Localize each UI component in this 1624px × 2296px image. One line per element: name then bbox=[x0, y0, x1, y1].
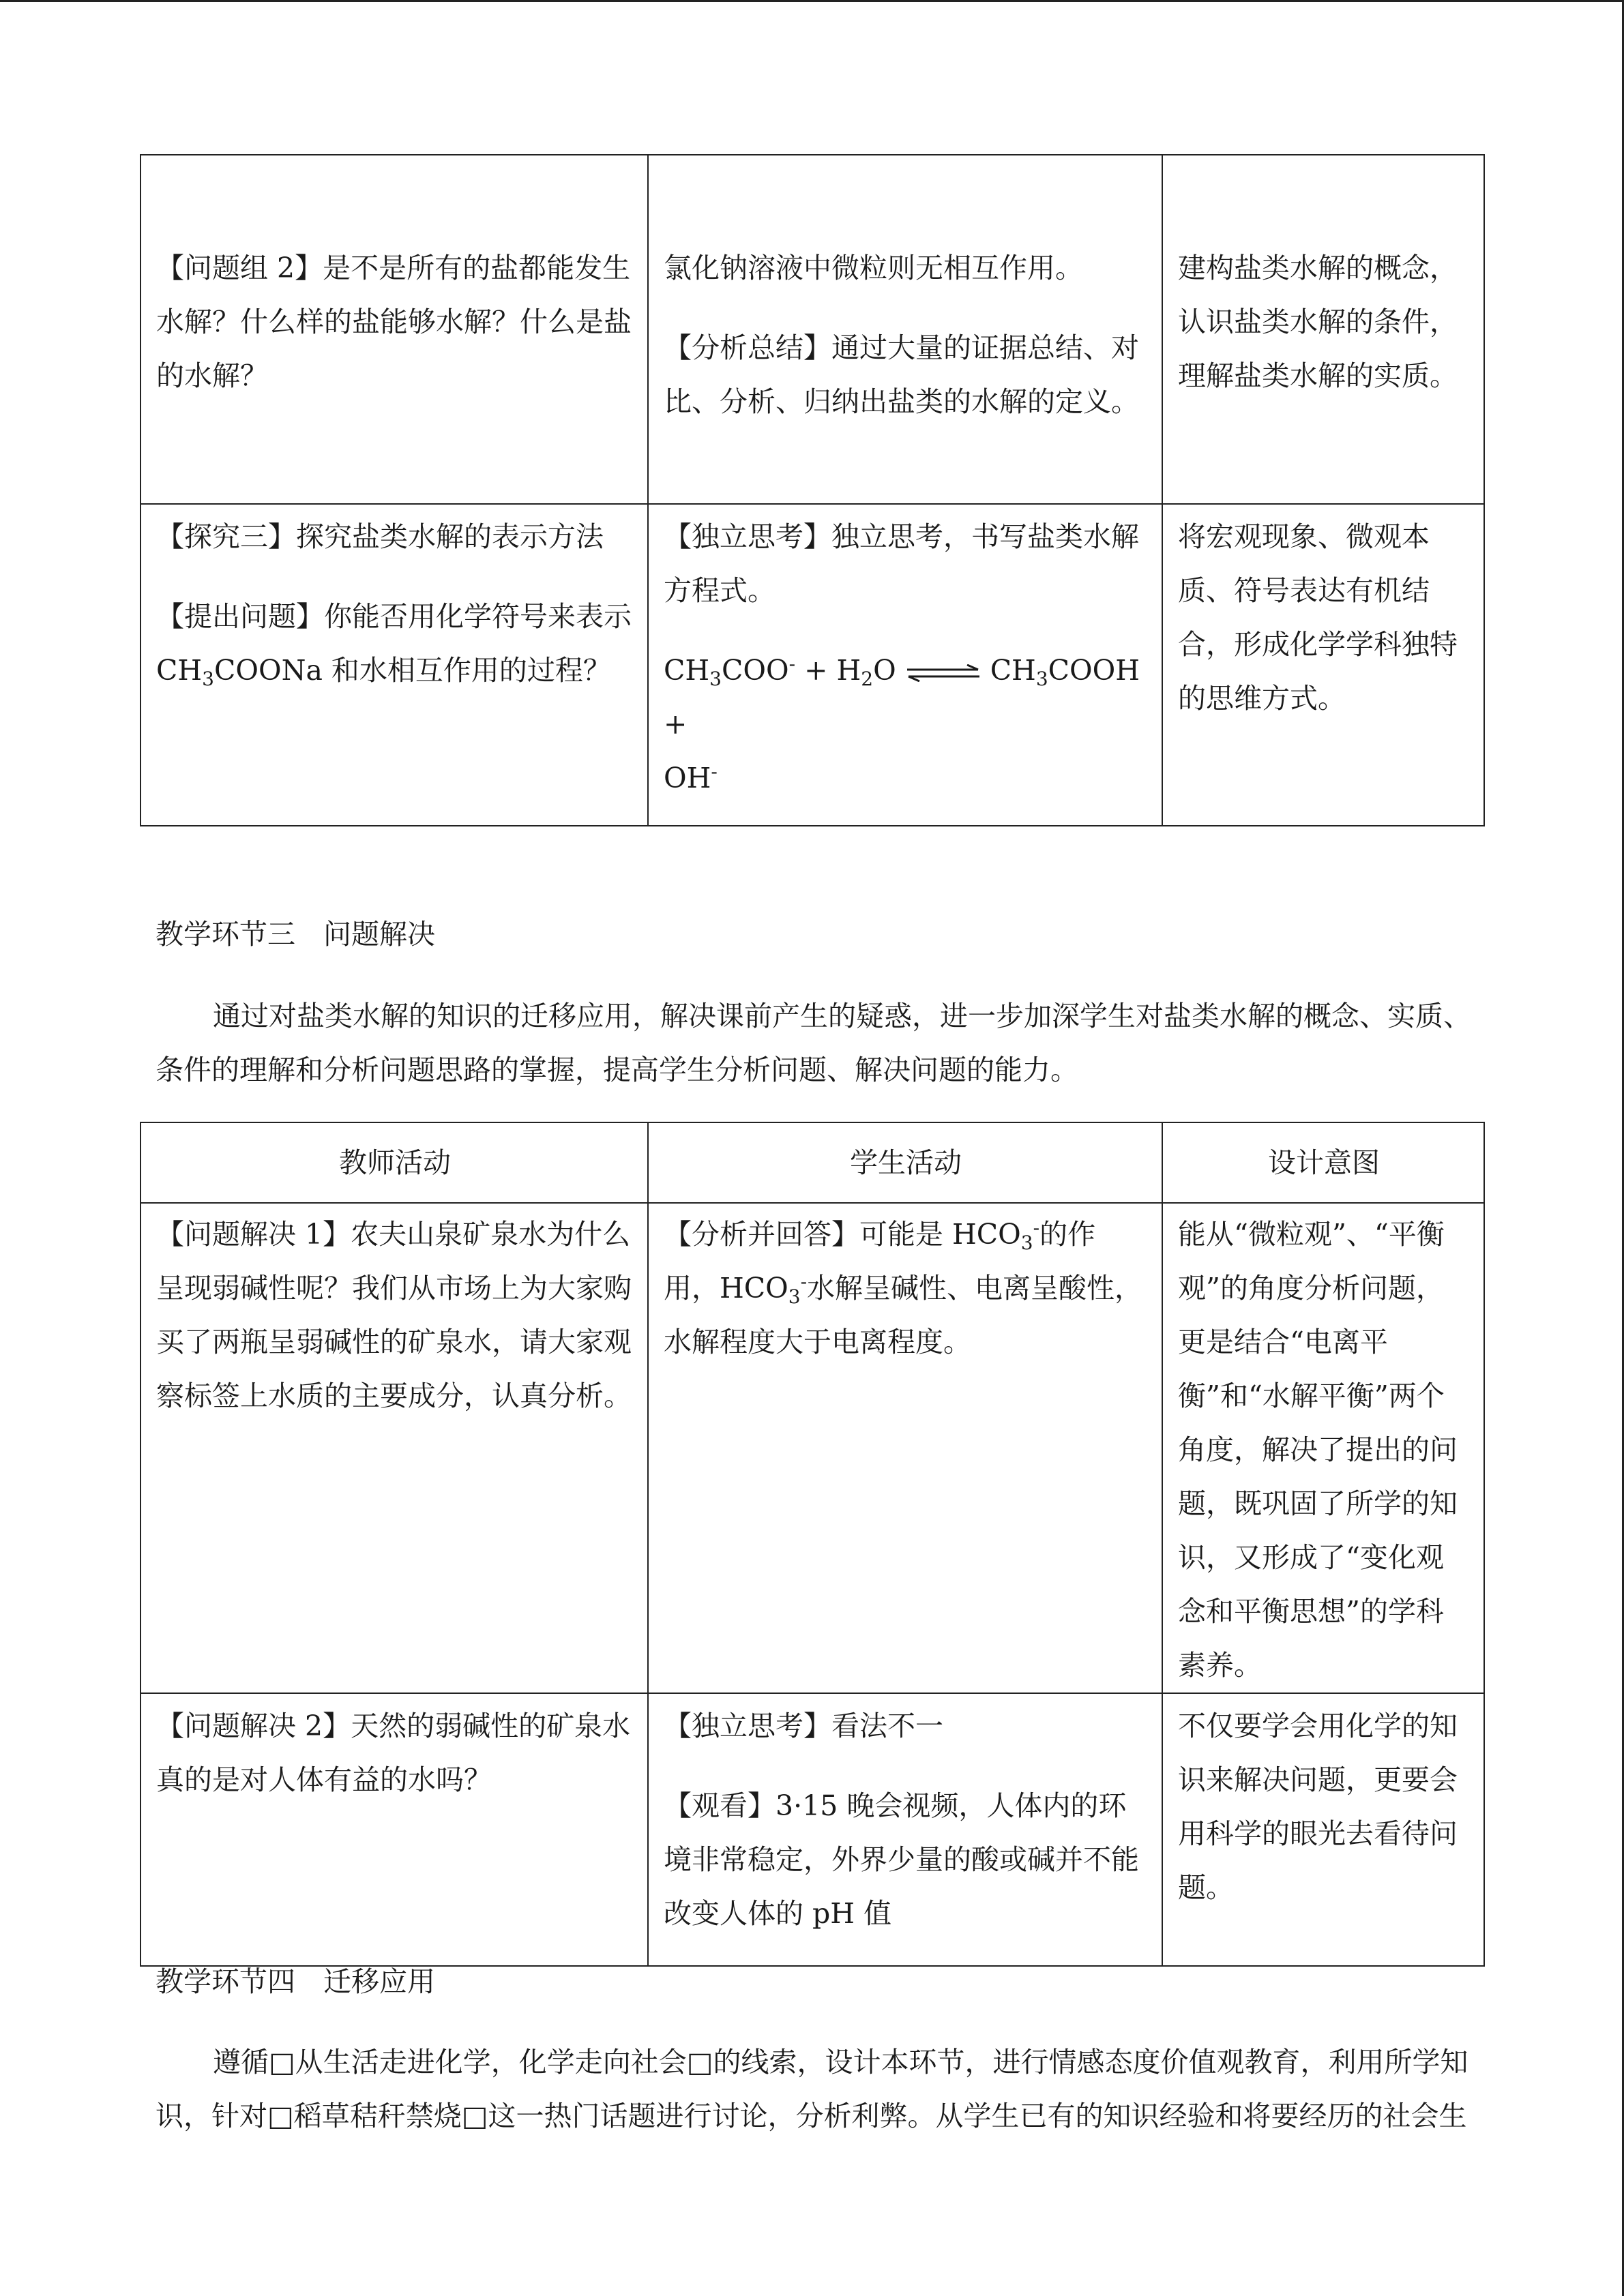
design-intent-text: 能从“微粒观”、“平衡观”的角度分析问题，更是结合“电离平衡”和“水解平衡”两个角度，解决了提出的问题，既巩固了所学的知识，又形成了“变化观念和平衡思想”的学科素养。 bbox=[1178, 1218, 1458, 1682]
student-activity-text: 【独立思考】看法不一 bbox=[664, 1710, 943, 1742]
design-intent-cell bbox=[1162, 155, 1484, 504]
teacher-activity-text: 【问题组 2】是不是所有的盐都能发生水解？什么样的盐能够水解？什么是盐的水解？ bbox=[156, 252, 632, 392]
teacher-activity-cell bbox=[141, 1203, 648, 1693]
column-header-student: 学生活动 bbox=[648, 1122, 1162, 1203]
student-activity-text: 【观看】3·15 晚会视频，人体内的环境非常稳定，外界少量的酸或碱并不能改变人体的 pH 值 bbox=[664, 1789, 1139, 1930]
teacher-activity-cell bbox=[141, 1693, 648, 1966]
design-intent-cell bbox=[1162, 1203, 1484, 1693]
section-paragraph: 通过对盐类水解的知识的迁移应用，解决课前产生的疑惑，进一步加深学生对盐类水解的概念、实质、条件的理解和分析问题思路的掌握，提高学生分析问题、解决问题的能力。 bbox=[156, 1000, 1471, 1086]
design-intent-text: 建构盐类水解的概念，认识盐类水解的条件，理解盐类水解的实质。 bbox=[1178, 252, 1458, 392]
table-row bbox=[141, 1203, 1484, 1693]
column-header-teacher: 教师活动 bbox=[141, 1122, 648, 1203]
teacher-activity-text: 【问题解决 2】天然的弱碱性的矿泉水真的是对人体有益的水吗？ bbox=[156, 1710, 631, 1796]
student-activity-text: 【分析总结】通过大量的证据总结、对比、分析、归纳出盐类的水解的定义。 bbox=[664, 331, 1139, 418]
design-intent-cell bbox=[1162, 504, 1484, 826]
student-activity-text: 【分析并回答】可能是 $HCO_3^-$的作用，$HCO_3^-$水解呈碱性、电离呈酸性，水解程度大于电离程度。 bbox=[664, 1217, 1143, 1358]
student-activity-cell bbox=[648, 504, 1162, 826]
section-paragraph: 遵循□从生活走进化学，化学走向社会□的线索，设计本环节，进行情感态度价值观教育，利用所学知识，针对□稻草秸秆禁烧□这一热门话题进行讨论，分析利弊。从学生已有的知识经验和将要经历的社会生 bbox=[156, 2046, 1468, 2132]
column-header-intent: 设计意图 bbox=[1162, 1122, 1484, 1203]
student-activity-text: 氯化钠溶液中微粒则无相互作用。 bbox=[664, 252, 1083, 284]
hydrolysis-equation: $CH_3COO^- + H_2O$ $CH_3COOH$ + OH- bbox=[664, 653, 1140, 794]
design-intent-cell bbox=[1162, 1693, 1484, 1966]
teacher-activity-text: 【探究三】探究盐类水解的表示方法 bbox=[156, 520, 604, 553]
teacher-activity-text: 【提出问题】你能否用化学符号来表示 $CH_3COONa$ 和水相互作用的过程？ bbox=[156, 600, 632, 690]
student-activity-cell bbox=[648, 1203, 1162, 1693]
teacher-activity-cell bbox=[141, 155, 648, 504]
problem-solving-table bbox=[140, 1122, 1485, 1967]
section-heading: 教学环节四 迁移应用 bbox=[156, 1965, 435, 1998]
student-activity-text: 【独立思考】独立思考，书写盐类水解方程式。 bbox=[664, 520, 1139, 607]
teacher-activity-text: 【问题解决 1】农夫山泉矿泉水为什么呈现弱碱性呢？我们从市场上为大家购买了两瓶呈弱碱性的矿泉水，请大家观察标签上水质的主要成分，认真分析。 bbox=[156, 1218, 632, 1412]
table-row bbox=[141, 504, 1484, 826]
activity-table-continued bbox=[140, 154, 1485, 826]
design-intent-text: 将宏观现象、微观本质、符号表达有机结合，形成化学学科独特的思维方式。 bbox=[1178, 520, 1458, 715]
section-heading: 教学环节三 问题解决 bbox=[156, 918, 435, 951]
equilibrium-arrow-icon bbox=[906, 664, 981, 682]
page-top-border bbox=[0, 0, 1624, 2]
table-row bbox=[141, 1693, 1484, 1966]
table-header-row bbox=[141, 1122, 1484, 1203]
design-intent-text: 不仅要学会用化学的知识来解决问题，更要会用科学的眼光去看待问题。 bbox=[1178, 1710, 1458, 1904]
student-activity-cell bbox=[648, 1693, 1162, 1966]
teacher-activity-cell bbox=[141, 504, 648, 826]
table-row bbox=[141, 155, 1484, 504]
student-activity-cell bbox=[648, 155, 1162, 504]
